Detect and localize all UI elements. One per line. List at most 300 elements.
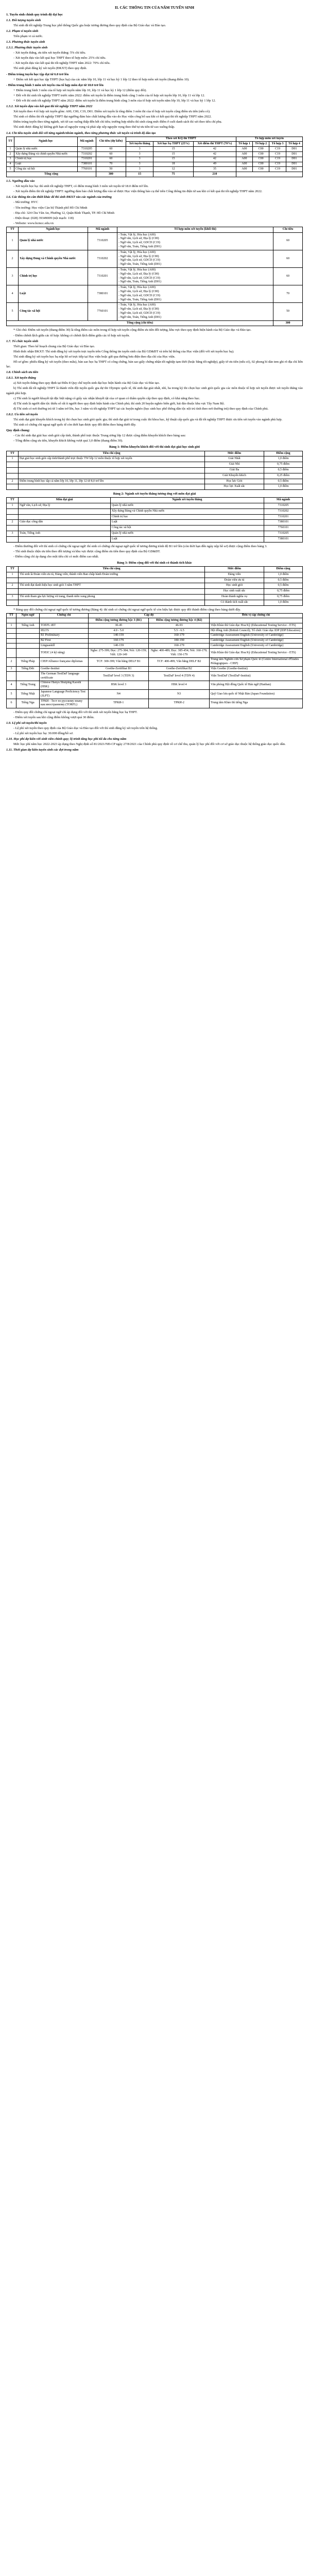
table-cell: 12 bbox=[153, 167, 194, 172]
table-cell: 3 bbox=[7, 268, 19, 285]
table-row bbox=[7, 268, 303, 285]
table-cell: D01 bbox=[286, 147, 302, 152]
column-group-header: Tổ hợp môn xét tuyển bbox=[236, 137, 302, 142]
table-cell: 5 bbox=[7, 167, 14, 172]
table-cell: TestDaF level 4 (TDN 4) bbox=[149, 672, 209, 681]
total-cell: 210 bbox=[193, 172, 236, 177]
table-cell: 7380101 bbox=[77, 162, 96, 167]
table-cell: 35 bbox=[193, 167, 236, 172]
table-cell: 3 bbox=[126, 152, 153, 157]
table-cell: Tiếng Pháp bbox=[16, 657, 40, 667]
paragraph: - Lệ phí xét tuyển theo quy định của Bộ Giáo dục và Đào tạo đối với thí sinh đăng ký xét tuyển trên hệ thống. bbox=[13, 726, 158, 730]
table-cell: Công tác xã hội bbox=[19, 303, 88, 320]
column-header: Cấp độ bbox=[89, 613, 210, 618]
table-row bbox=[7, 589, 303, 595]
table-cell: 4 bbox=[7, 285, 19, 303]
table-cell: 1 bbox=[7, 456, 19, 462]
table-cell: TOEIC (4 kỹ năng) bbox=[40, 649, 89, 658]
table-row bbox=[7, 520, 303, 526]
table-cell: 2 bbox=[7, 250, 19, 267]
table-cell: ТРКИ-1 bbox=[89, 699, 149, 708]
table-cell bbox=[7, 462, 19, 468]
table-cell: C19 bbox=[269, 152, 286, 157]
table-cell: Cambridge Assessment English (University of Cambridge) bbox=[209, 643, 302, 649]
table-cell: 0,5 điểm bbox=[264, 583, 303, 589]
table-cell: 7310205 bbox=[88, 232, 117, 250]
table-cell: 60 bbox=[96, 152, 126, 157]
table-cell: Giải Nhì bbox=[205, 462, 264, 468]
table-cell: Tiếng Đức bbox=[16, 667, 40, 672]
table-cell: Cambridge Assessment English (University of Cambridge) bbox=[209, 638, 302, 643]
paragraph: - Địa chỉ: 324 Chu Văn An, Phường 12, Quận Bình Thạnh, TP. Hồ Chí Minh bbox=[13, 211, 114, 215]
table-row bbox=[7, 526, 303, 531]
table-cell: 0,75 điểm bbox=[264, 462, 303, 468]
table-cell: Trung tâm Nghiên cứu Sư phạm Quốc tế (Centre International d'Études Pédagogiques - CIEP) bbox=[209, 657, 302, 667]
table-cell: Học sinh giỏi bbox=[205, 583, 264, 589]
table-row bbox=[7, 509, 303, 514]
table-cell: 2 bbox=[7, 152, 14, 157]
language-certificate-table-body bbox=[7, 623, 303, 708]
table-cell: Đoàn viên ưu tú bbox=[205, 578, 264, 583]
column-header: TT bbox=[7, 567, 19, 572]
section-1-11-heading: 1.11. Thời gian dự kiến tuyển sinh các đợt trong năm bbox=[6, 748, 79, 752]
table-cell: 60 bbox=[273, 268, 303, 285]
table-cell: Quản lý nhà nước bbox=[14, 147, 78, 152]
table-cell: 3 bbox=[7, 667, 16, 672]
column-header: Ngôn ngữ bbox=[16, 613, 40, 618]
table-cell: - Toán, Vật lý, Hóa học (A00) - Ngữ văn, Lịch sử, Địa lý (C00) - Ngữ văn, Lịch sử, GDCD (C19) - Ngữ văn, Toán, Tiếng Anh (D01) bbox=[117, 268, 273, 285]
table-cell: Giải Ba bbox=[205, 467, 264, 473]
table-row bbox=[7, 479, 303, 484]
table-cell: C00 bbox=[253, 162, 269, 167]
table-row bbox=[7, 484, 303, 490]
table-cell: 60 bbox=[273, 232, 303, 250]
bonus-table-body bbox=[7, 456, 303, 490]
column-header: Đơn vị cấp chứng chỉ bbox=[209, 613, 302, 618]
table-row bbox=[7, 303, 303, 320]
paragraph: Thời gian: Theo kế hoạch chung của Bộ Giáo dục và Đào tạo. bbox=[13, 344, 95, 348]
table-row bbox=[7, 643, 303, 649]
table-cell: - Toán, Vật lý, Hóa học (A00) - Ngữ văn, Lịch sử, Địa lý (C00) - Ngữ văn, Lịch sử, GDCD (C19) - Ngữ văn, Toán, Tiếng Anh (D01) bbox=[117, 232, 273, 250]
table-row bbox=[7, 633, 303, 638]
table-cell: Đảng viên bbox=[205, 572, 264, 578]
paragraph: - Website: www.hcmcc.edu.vn bbox=[13, 221, 54, 225]
table-row bbox=[7, 232, 303, 250]
column-header: Xét tuyển thẳng bbox=[126, 142, 153, 147]
table-cell: Chinese Hanyu Shuiping Kaoshi (HSK) bbox=[40, 681, 89, 690]
table-cell: 2 bbox=[7, 479, 19, 484]
table-cell: Văn phòng Hội đồng Quốc tế Hán ngữ (Hanban) bbox=[209, 681, 302, 690]
table-cell: Tiếng Trung bbox=[16, 681, 40, 690]
table-cell: 70 bbox=[96, 162, 126, 167]
table-cell: 160-179 bbox=[149, 643, 209, 649]
table-cell: 15 bbox=[153, 157, 194, 162]
table-cell bbox=[7, 514, 19, 520]
table-row bbox=[7, 667, 303, 672]
table-cell: 1 bbox=[7, 572, 19, 578]
column-header: Xét điểm thi THPT (70%) bbox=[193, 142, 236, 147]
table-row bbox=[7, 162, 303, 167]
table-cell: 140-159 bbox=[89, 643, 149, 649]
table-cell: - Toán, Vật lý, Hóa học (A00) - Ngữ văn, Lịch sử, Địa lý (C00) - Ngữ văn, Lịch sử, GDCD (C19) - Ngữ văn, Toán, Tiếng Anh (D01) bbox=[117, 285, 273, 303]
table-cell: Ngữ văn, Lịch sử, Địa lý bbox=[19, 503, 111, 509]
table-cell bbox=[7, 629, 16, 634]
column-header: Tổ hợp 2 bbox=[253, 142, 269, 147]
table-cell bbox=[7, 467, 19, 473]
table-cell: Có thành tích xuất sắc bbox=[205, 600, 264, 605]
table-cell: 7380101 bbox=[264, 520, 303, 526]
column-header: Mức điểm bbox=[205, 451, 264, 456]
table-cell: Học sinh xuất sắc bbox=[205, 589, 264, 595]
table-row bbox=[7, 578, 303, 583]
table-total-row bbox=[7, 320, 303, 326]
column-header: Mã ngành bbox=[88, 227, 117, 232]
paragraph: + Đối với thí sinh tốt nghiệp THPT năm 2022: điểm xét tuyển là điểm trung bình cộng 3 môn của tổ hợp xét tuyển năm lớp 10, lớp 11 và học kỳ 1 lớp 12. bbox=[13, 99, 216, 103]
table-cell: N3 bbox=[149, 690, 209, 699]
paragraph: - Điểm thưởng đối với thí sinh có chứng chỉ ngoại ngữ: thí sinh có chứng chỉ ngoại ngữ quốc tế tương đương trình độ B1 trở lên (còn thời hạn đến ngày nộp hồ sơ) được cộng điểm theo bảng 3. bbox=[13, 544, 267, 548]
paragraph: - Xét tuyển dựa vào kết quả học THPT theo tổ hợp môn: 25% chỉ tiêu. bbox=[13, 56, 106, 60]
table-row bbox=[7, 600, 303, 605]
table-cell: 7310205 bbox=[264, 531, 303, 537]
total-cell: 15 bbox=[126, 172, 153, 177]
table-cell: Thí sinh đạt danh hiệu học sinh giỏi 3 năm THPT bbox=[19, 583, 205, 589]
table-cell bbox=[19, 484, 205, 490]
table-cell: 1 bbox=[7, 623, 16, 629]
table-cell: C00 bbox=[253, 152, 269, 157]
table-cell: 3 bbox=[126, 167, 153, 172]
paragraph: Hồ sơ gồm: phiếu đăng ký xét tuyển (theo mẫu), bản sao học bạ THPT có công chứng, bản sao giấy chứng nhận tốt nghiệp tạm thời (hoặc bằng tốt nghiệp), giấy tờ ưu tiên (nếu có), 02 phong bì dán tem ghi rõ địa chỉ liên lạc. bbox=[6, 360, 303, 369]
table-cell: 42 bbox=[193, 152, 236, 157]
table-cell bbox=[19, 589, 205, 595]
column-header: Xét học bạ THPT (25%) bbox=[153, 142, 194, 147]
subsection-heading: - Điểm trung bình 3 môn xét tuyển của tổ hợp môn đạt từ 18.0 trở lên bbox=[6, 83, 104, 87]
table-caption: Bảng 2: Ngành xét tuyển thẳng tương ứng với môn đạt giải bbox=[113, 492, 196, 496]
paragraph: - Xét tuyển điểm thi tốt nghiệp THPT: ngưỡng đảm bảo chất lượng đầu vào sẽ được Học viện thông báo cụ thể trên Cổng thông tin điện tử sau khi có kết quả thi tốt nghiệp THPT năm 2022. bbox=[13, 190, 263, 194]
column-header: Tổ hợp môn xét tuyển (khối thi) bbox=[117, 227, 273, 232]
section-1-8-2-heading: 1.8.2. Ưu tiên xét tuyển bbox=[6, 412, 38, 416]
table-cell: 15 bbox=[153, 152, 194, 157]
column-header: Điểm cộng tương đương bậc 4 (B2) bbox=[149, 618, 209, 623]
empty-header bbox=[16, 618, 40, 623]
table-cell: 1 bbox=[7, 147, 14, 152]
table-cell bbox=[16, 638, 40, 643]
table-cell: 0,5 điểm bbox=[264, 479, 303, 484]
paragraph: - Tên trường: Học viện Cán bộ Thành phố Hồ Chí Minh bbox=[13, 206, 88, 210]
table-cell bbox=[7, 633, 16, 638]
column-header: Chỉ tiêu (dự kiến) bbox=[96, 137, 126, 147]
bonus-table bbox=[6, 451, 303, 490]
table-cell: 1,0 điểm bbox=[264, 572, 303, 578]
document-title: II. CÁC THÔNG TIN CỦA NĂM TUYỂN SINH bbox=[115, 5, 194, 10]
table-cell: 160-179 bbox=[149, 633, 209, 638]
table-row bbox=[7, 638, 303, 643]
paragraph: đ) Thí sinh có nơi thường trú từ 3 năm trở lên, học 3 năm và tốt nghiệp THPT tại các huyện nghèo (học sinh học phổ thông dân tộc nội trú tính theo nơi thường trú) theo quy định của Chính phủ. bbox=[13, 406, 269, 411]
table-cell: 42 bbox=[193, 147, 236, 152]
subsection-heading: Quy định chung: bbox=[6, 429, 30, 433]
table-cell: Luật bbox=[19, 285, 88, 303]
table-row bbox=[7, 629, 303, 634]
column-header: Môn đạt giải bbox=[19, 498, 111, 503]
table-row bbox=[7, 594, 303, 600]
table-cell: Tiếng Anh bbox=[16, 623, 40, 629]
paragraph: c) Thí sinh là người khuyết tật đặc biệt nặng có giấy xác nhận khuyết tật của cơ quan có thẩm quyền cấp theo quy định, có khả năng theo học. bbox=[13, 396, 200, 400]
paragraph: Điểm trúng tuyển theo từng ngành, xét từ cao xuống thấp đến hết chỉ tiêu; trường hợp nhiều thí sinh cùng mức điểm ở cuối danh sách thì xét theo tiêu chí phụ. bbox=[13, 120, 222, 124]
table-cell bbox=[7, 526, 19, 531]
table-cell: 3 bbox=[126, 147, 153, 152]
paragraph: * Ghi chú: Điểm xét tuyển (thang điểm 30) là tổng điểm các môn trong tổ hợp xét tuyển cộng điểm ưu tiên đối tượng, khu vực theo quy định hiện hành của Bộ Giáo dục và Đào tạo. bbox=[13, 328, 251, 332]
table-cell: B1 Preliminary bbox=[40, 633, 89, 638]
paragraph: b) Thí sinh đã tốt nghiệp THPT là thành viên đội tuyển quốc gia dự thi Olympic quốc tế, thí sinh đạt giải nhất, nhì, ba trong kỳ thi chọn học sinh giỏi quốc gia các môn thuộc tổ hợp xét tuyển được xét tuyển thẳng vào ngành phù hợp. bbox=[6, 386, 303, 395]
column-header: Tổ hợp 4 bbox=[286, 142, 302, 147]
table-cell: Luật bbox=[110, 520, 264, 526]
table-row bbox=[7, 462, 303, 468]
column-header: Ngành học bbox=[14, 137, 78, 147]
table-row bbox=[7, 690, 303, 699]
table-cell bbox=[16, 649, 40, 658]
table-cell: Goethe-Zertifikat B1 bbox=[89, 667, 149, 672]
table-cell bbox=[19, 578, 205, 583]
table-cell: A00 bbox=[236, 147, 252, 152]
section-1-3-heading: 1.3. Phương thức tuyển sinh bbox=[6, 40, 45, 44]
column-header: TT bbox=[7, 227, 19, 232]
table-cell: IELTS bbox=[40, 629, 89, 634]
table-row bbox=[7, 672, 303, 681]
achievement-table bbox=[6, 566, 303, 606]
table-cell: 7760101 bbox=[88, 303, 117, 320]
paragraph: Thí sinh phải đăng ký xét tuyển (ĐKXT) theo quy định. bbox=[13, 66, 87, 71]
table-cell: C00 bbox=[253, 167, 269, 172]
table-cell: Hoàn thành nghĩa vụ bbox=[205, 594, 264, 600]
achievement-table-body bbox=[7, 572, 303, 605]
section-1-3-1-heading: 1.3.1. Phương thức tuyển sinh bbox=[6, 46, 48, 50]
paragraph: Thí sinh đạt giải khuyến khích trong kỳ thi chọn học sinh giỏi quốc gia; thí sinh đạt giải tư trong cuộc thi khoa học, kỹ thuật cấp quốc gia và đã tốt nghiệp THPT được ưu tiên xét tuyển vào ngành phù hợp. bbox=[13, 418, 283, 422]
paragraph: - Điện thoại: (028) 39349009 (nội mạch: 118) bbox=[13, 216, 74, 220]
column-header: Ngành xét tuyển thẳng bbox=[110, 498, 264, 503]
table-cell: Giáo dục công dân bbox=[19, 520, 111, 526]
majors-table bbox=[6, 227, 303, 327]
table-cell: A00 bbox=[236, 152, 252, 157]
table-cell: 60 bbox=[96, 147, 126, 152]
table-cell: 7760101 bbox=[77, 167, 96, 172]
table-cell: 7310205 bbox=[264, 503, 303, 509]
table-row bbox=[7, 572, 303, 578]
column-header: Mức điểm bbox=[205, 567, 264, 572]
table-cell: Xây dựng Đảng và Chính quyền Nhà nước bbox=[19, 250, 88, 267]
total-cell: 300 bbox=[273, 320, 303, 326]
table-row bbox=[7, 467, 303, 473]
table-cell: C00 bbox=[253, 157, 269, 162]
table-cell: 0,75 điểm bbox=[264, 589, 303, 595]
table-cell: Chính trị học bbox=[110, 514, 264, 520]
table-cell bbox=[16, 643, 40, 649]
column-header: Ngành học bbox=[19, 227, 88, 232]
table-cell: 4.0 - 5.0 bbox=[89, 629, 149, 634]
column-header: Mã ngành bbox=[77, 137, 96, 147]
paragraph: + Điểm trung bình 3 môn của tổ hợp xét tuyển năm lớp 10, lớp 11 và học kỳ 1 lớp 12 (điểm quy đổi). bbox=[13, 88, 147, 92]
table-cell: Giải Nhất bbox=[205, 456, 264, 462]
table-cell: 50 bbox=[273, 303, 303, 320]
column-header: Tổ hợp 3 bbox=[269, 142, 286, 147]
section-1-2-heading: 1.2. Phạm vi tuyển sinh bbox=[6, 29, 39, 33]
table-cell: 70 bbox=[273, 285, 303, 303]
table-cell: CIEP/Alliance française diplomas bbox=[40, 657, 89, 667]
table-cell: 7310202 bbox=[264, 509, 303, 514]
table-row bbox=[7, 699, 303, 708]
table-cell: Thí sinh là Đoàn viên ưu tú, Đảng viên, thành viên Ban chấp hành Đoàn trường bbox=[19, 572, 205, 578]
table-cell: Công tác xã hội bbox=[14, 167, 78, 172]
column-header: Tiêu chí cộng bbox=[19, 567, 205, 572]
paragraph: - Các thí sinh đạt giải học sinh giỏi cấp tỉnh, thành phố trực thuộc Trung ương lớp 12 được cộng điểm khuyến khích theo bảng sau: bbox=[13, 434, 186, 438]
table-cell: 7310202 bbox=[77, 152, 96, 157]
table-cell: Chính trị học bbox=[14, 157, 78, 162]
paragraph: d) Thí sinh là người dân tộc thiểu số rất ít người theo quy định hiện hành của Chính phủ; thí sinh 20 huyện nghèo biên giới, hải đảo thuộc khu vực Tây Nam Bộ. bbox=[13, 401, 225, 405]
table-cell: Luật bbox=[110, 536, 264, 542]
table-cell: 7310205 bbox=[77, 147, 96, 152]
table-cell: Tiếng Nga bbox=[16, 699, 40, 708]
table-cell: Xây dựng Đảng và Chính quyền Nhà nước bbox=[110, 509, 264, 514]
table-cell: 7310202 bbox=[88, 250, 117, 267]
table-cell: 3 bbox=[7, 157, 14, 162]
table-cell bbox=[7, 589, 19, 595]
table-cell bbox=[19, 509, 111, 514]
section-1-8-heading: 1.8. Chính sách ưu tiên bbox=[6, 370, 39, 375]
table-cell: A00 bbox=[236, 157, 252, 162]
paragraph: * Bảng quy đổi chứng chỉ ngoại ngữ quốc tế tương đương (Bảng 4): thí sinh có chứng chỉ ngoại ngữ quốc tế còn hiệu lực được quy đổi thành điểm cộng theo bảng dưới đây. bbox=[13, 607, 241, 612]
table-cell: A00 bbox=[236, 162, 252, 167]
table-row bbox=[7, 514, 303, 520]
column-header: Điểm cộng bbox=[264, 451, 303, 456]
table-row bbox=[7, 623, 303, 629]
paragraph: - Lệ phí xét tuyển học bạ: 30.000 đồng/hồ sơ. bbox=[13, 731, 74, 735]
column-header: Chứng chỉ bbox=[40, 613, 89, 618]
table-cell bbox=[7, 643, 16, 649]
table-cell: 2 bbox=[7, 520, 19, 526]
table-row bbox=[7, 681, 303, 690]
column-header: Chỉ tiêu bbox=[273, 227, 303, 232]
table-cell: 7310201 bbox=[264, 514, 303, 520]
table-cell: 49 bbox=[193, 162, 236, 167]
paragraph: Thí sinh được đăng ký không giới hạn số nguyện vọng và phải sắp xếp nguyện vọng theo thứ tự ưu tiên từ cao xuống thấp. bbox=[13, 125, 175, 129]
table-cell: TOEFL iBT bbox=[40, 623, 89, 629]
column-header: Điểm cộng bbox=[264, 567, 303, 572]
table-cell: - Toán, Vật lý, Hóa học (A00) - Ngữ văn, Lịch sử, Địa lý (C00) - Ngữ văn, Lịch sử, GDCD (C19) - Ngữ văn, Toán, Tiếng Anh (D01) bbox=[117, 250, 273, 267]
table-row bbox=[7, 456, 303, 462]
paragraph: - Điểm quy đổi chứng chỉ ngoại ngữ chỉ áp dụng đối với thí sinh xét tuyển bằng học bạ THPT. bbox=[13, 710, 138, 714]
section-1-6-heading: 1.6. Các thông tin cần thiết khác để thí sinh ĐKXT vào các ngành của trường bbox=[6, 195, 112, 199]
table-cell: C19 bbox=[269, 162, 286, 167]
paragraph: + Điểm xét kết quả học tập THPT (học bạ) của các năm lớp 10, lớp 11 và học kỳ 1 lớp 12 theo tổ hợp môn xét tuyển (thang điểm 10). bbox=[13, 77, 190, 81]
table-cell: 46-93 bbox=[149, 623, 209, 629]
table-cell: Công tác xã hội bbox=[110, 526, 264, 531]
table-row bbox=[7, 250, 303, 267]
table-cell bbox=[19, 467, 205, 473]
direct-admission-table-body bbox=[7, 503, 303, 543]
paragraph: Hình thức nhận ĐKXT: Thí sinh đăng ký xét tuyển trực tuyến trên Cổng thông tin tuyển sinh của Bộ GD&ĐT và trên hệ thống của Học viện (đối với xét tuyển học bạ). bbox=[13, 349, 234, 353]
table-cell: Cambridge Assessment English (University of Cambridge) bbox=[209, 633, 302, 638]
paragraph: - Điểm cộng chỉ áp dụng cho một tiêu chí có mức điểm cao nhất. bbox=[13, 554, 99, 558]
table-cell bbox=[7, 672, 16, 681]
table-cell: D01 bbox=[286, 162, 302, 167]
table-cell: A00 bbox=[236, 167, 252, 172]
table-cell: Học lực Giỏi bbox=[205, 479, 264, 484]
paragraph: - Xét tuyển dựa vào kết quả thi tốt nghiệp THPT năm 2022: 70% chỉ tiêu. bbox=[13, 61, 111, 65]
table-cell: 7760101 bbox=[264, 526, 303, 531]
table-cell bbox=[19, 462, 205, 468]
table-cell: 3 bbox=[126, 157, 153, 162]
table-cell bbox=[16, 629, 40, 634]
table-cell: N4 bbox=[89, 690, 149, 699]
table-cell: 1,0 điểm bbox=[264, 484, 303, 490]
table-cell: 1 bbox=[7, 503, 19, 509]
table-cell: Trung tâm Khảo thí tiếng Nga bbox=[209, 699, 302, 708]
column-header: Tiêu chí cộng bbox=[19, 451, 205, 456]
paragraph: + Đối với thí sinh tốt nghiệp THPT trước năm 2022: điểm xét tuyển là điểm trung bình cộng 3 môn của tổ hợp xét tuyển lớp 10, lớp 11 và lớp 12. bbox=[13, 93, 205, 97]
paragraph: - Điểm xét tuyển sau khi cộng điểm không vượt quá 30 điểm. bbox=[13, 715, 95, 719]
table-cell: 1,0 điểm bbox=[264, 600, 303, 605]
column-header: TT bbox=[7, 137, 14, 147]
table-cell bbox=[16, 672, 40, 681]
majors-table-body bbox=[7, 232, 303, 320]
table-cell: C00 bbox=[253, 147, 269, 152]
empty-header bbox=[40, 618, 89, 623]
table-cell: D01 bbox=[286, 157, 302, 162]
table-row bbox=[7, 157, 303, 162]
table-cell: 160-179 bbox=[89, 638, 149, 643]
table-cell: D01 bbox=[286, 167, 302, 172]
table-cell: Linguaskill bbox=[40, 643, 89, 649]
table-cell: TCF: 400-499; Văn bằng DELF B2 bbox=[149, 657, 209, 667]
table-cell: TestDaF level 3 (TDN 3) bbox=[89, 672, 149, 681]
table-row bbox=[7, 285, 303, 303]
table-cell: Chính trị học bbox=[19, 268, 88, 285]
table-cell: TCF: 300-399; Văn bằng DELF B1 bbox=[89, 657, 149, 667]
table-cell bbox=[7, 473, 19, 479]
table-cell bbox=[7, 484, 19, 490]
table-cell: Hội đồng Anh (British Council); Tổ chức Giáo dục IDP (IDP Education) bbox=[209, 629, 302, 634]
table-cell: Học lực Xuất sắc bbox=[205, 484, 264, 490]
table-cell bbox=[19, 514, 111, 520]
table-cell: - Toán, Vật lý, Hóa học (A00) - Ngữ văn, Lịch sử, Địa lý (C00) - Ngữ văn, Lịch sử, GDCD (C19) - Ngữ văn, Toán, Tiếng Anh (D01) bbox=[117, 303, 273, 320]
table-cell: Nghe: 400-489; Đọc: 385-454; Nói: 160-179; Viết: 150-179 bbox=[149, 649, 209, 658]
table-cell: 4 bbox=[7, 681, 16, 690]
column-header: TT bbox=[7, 451, 19, 456]
total-label: Tổng cộng (chỉ tiêu) bbox=[7, 320, 273, 326]
table-cell: 7380101 bbox=[88, 285, 117, 303]
section-1-heading: 1. Tuyển sinh chính quy trình độ đại học bbox=[6, 12, 63, 16]
section-1-10-heading: 1.10. Học phí dự kiến với sinh viên chính quy; lộ trình tăng học phí tối đa cho từng năm bbox=[6, 737, 127, 741]
table-cell: 5 bbox=[7, 690, 16, 699]
paragraph: - Thí sinh thuộc diện ưu tiên theo đối tượng và khu vực được cộng điểm ưu tiên theo quy định của Bộ GD&ĐT. bbox=[13, 549, 161, 553]
table-cell: 7310201 bbox=[88, 268, 117, 285]
table-cell: D01 bbox=[286, 152, 302, 157]
empty-header bbox=[209, 618, 302, 623]
table-row bbox=[7, 536, 303, 542]
paragraph: Thí sinh có chứng chỉ ngoại ngữ quốc tế còn thời hạn được quy đổi điểm theo bảng dưới đây. bbox=[13, 423, 136, 427]
table-cell: Viện Goethe (Goethe-Institut) bbox=[209, 667, 302, 672]
table-cell bbox=[19, 536, 111, 542]
table-row bbox=[7, 649, 303, 658]
total-cell: 300 bbox=[96, 172, 126, 177]
table-cell bbox=[7, 638, 16, 643]
paragraph: Thí sinh đăng ký xét tuyển học bạ nộp hồ sơ trực tiếp tại Học viện hoặc gửi qua đường bưu điện theo địa chỉ của Học viện. bbox=[13, 354, 176, 359]
table-cell: ТРКИ-2 bbox=[149, 699, 209, 708]
empty-cell bbox=[236, 172, 302, 177]
table-cell: 5.5 - 6.5 bbox=[149, 629, 209, 634]
paragraph: - Xét tuyển học bạ: thí sinh tốt nghiệp THPT, có điểm trung bình 3 môn xét tuyển từ 18.0 điểm trở lên. bbox=[13, 184, 149, 189]
table-cell: 50 bbox=[96, 167, 126, 172]
table-cell: Quản lý nhà nước bbox=[110, 503, 264, 509]
total-cell: 75 bbox=[153, 172, 194, 177]
